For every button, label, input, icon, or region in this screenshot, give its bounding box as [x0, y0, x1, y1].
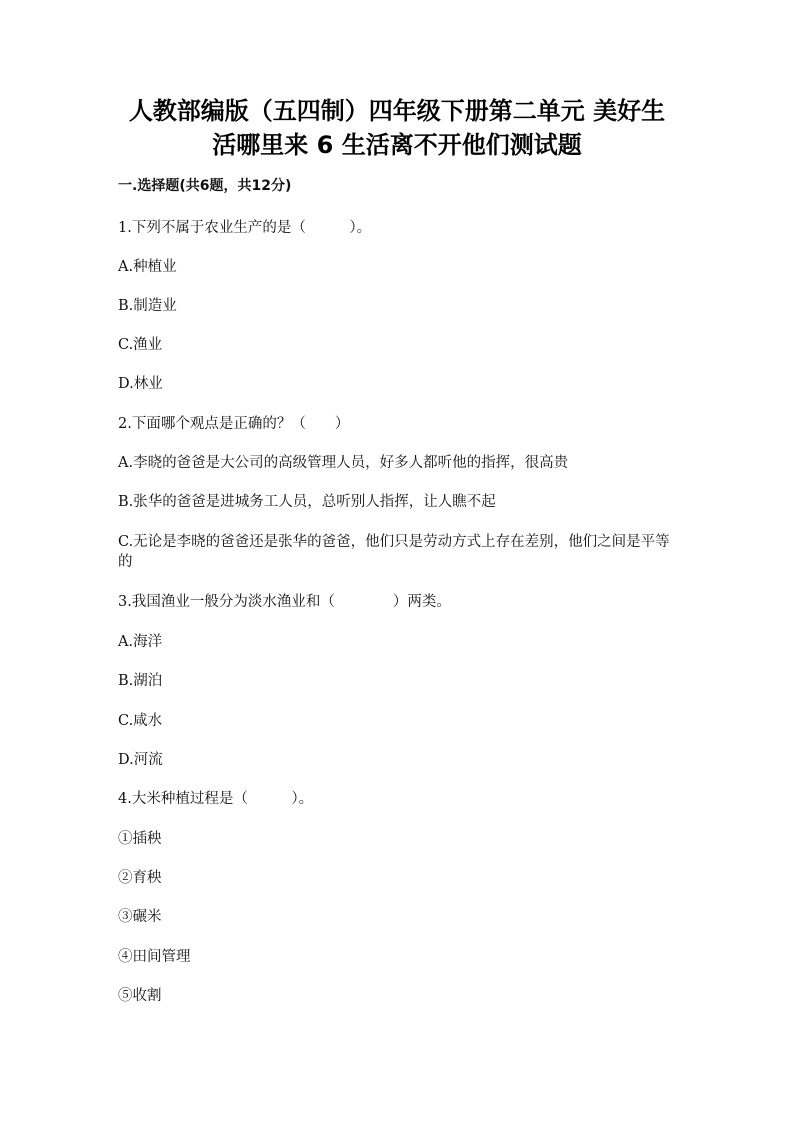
- document-title-line-2: 活哪里来 6 生活离不开他们测试题: [212, 131, 582, 159]
- section-heading: 一.选择题(共6题，共12分): [118, 178, 292, 194]
- question-4-item-5: ⑤收割: [118, 988, 162, 1004]
- question-3-option-b: B.湖泊: [118, 673, 163, 689]
- question-4-stem: 4.大米种植过程是（ ）。: [118, 791, 314, 807]
- question-2-option-a: A.李晓的爸爸是大公司的高级管理人员，好多人都听他的指挥，很高贵: [118, 455, 569, 471]
- document-title-line-1: 人教部编版（五四制）四年级下册第二单元 美好生: [128, 97, 666, 125]
- question-4-item-3: ③碾米: [118, 909, 162, 925]
- question-3-option-d: D.河流: [118, 752, 163, 768]
- question-2-option-c: C.无论是李晓的爸爸还是张华的爸爸，他们只是劳动方式上存在差别，他们之间是平等的: [118, 534, 670, 570]
- question-2-stem: 2.下面哪个观点是正确的？（ ）: [118, 416, 350, 432]
- question-1-option-a: A.种植业: [118, 259, 177, 275]
- question-4-item-4: ④田间管理: [118, 949, 191, 965]
- question-1-option-d: D.林业: [118, 376, 163, 392]
- question-3-option-c: C.咸水: [118, 713, 163, 729]
- question-1-option-b: B.制造业: [118, 298, 177, 314]
- question-3-stem: 3.我国渔业一般分为淡水渔业和（ ）两类。: [118, 594, 451, 610]
- question-2-option-b: B.张华的爸爸是进城务工人员，总听别人指挥，让人瞧不起: [118, 494, 496, 510]
- question-4-item-1: ①插秧: [118, 831, 162, 847]
- question-1-option-c: C.渔业: [118, 337, 163, 353]
- question-1-stem: 1.下列不属于农业生产的是（ ）。: [118, 220, 372, 236]
- question-4-item-2: ②育秧: [118, 870, 162, 886]
- question-3-option-a: A.海洋: [118, 634, 163, 650]
